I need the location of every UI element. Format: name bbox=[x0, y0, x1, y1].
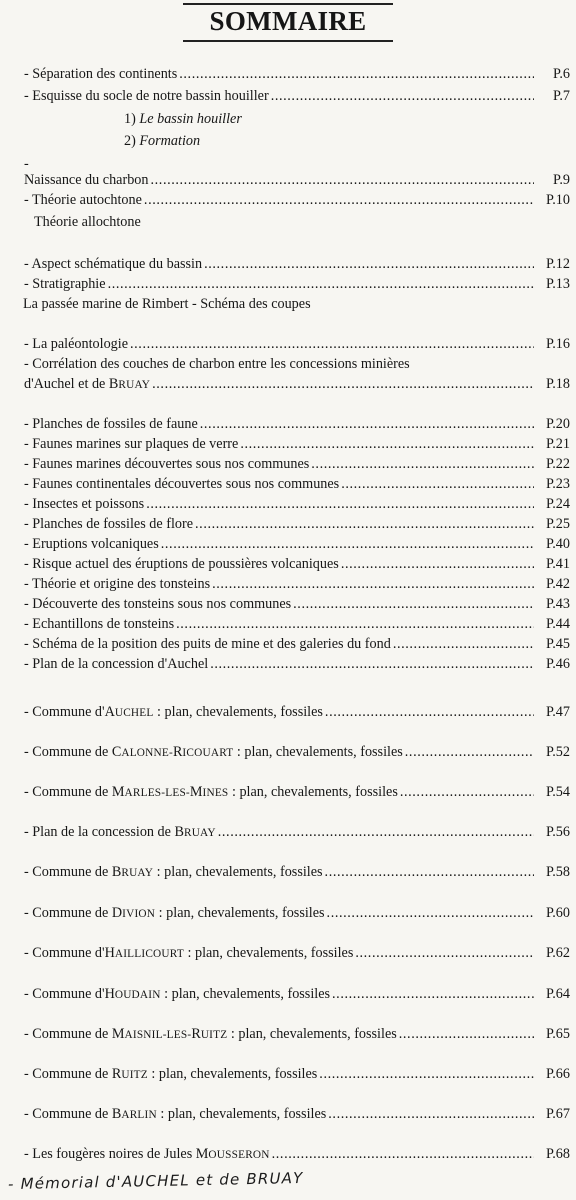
toc-entry-page: P.25 bbox=[545, 516, 570, 532]
top-rule bbox=[183, 3, 393, 5]
toc-entry-page: P.60 bbox=[545, 905, 570, 921]
dot-leader bbox=[108, 276, 534, 293]
toc-entry-page: P.18 bbox=[545, 376, 570, 392]
toc-entry bbox=[24, 496, 570, 513]
toc-entry-page: P.67 bbox=[545, 1106, 570, 1122]
toc-entry-page: P.10 bbox=[545, 192, 570, 208]
toc-entry bbox=[24, 576, 570, 593]
dot-leader bbox=[311, 456, 534, 473]
dot-leader bbox=[319, 1066, 534, 1083]
dot-leader bbox=[240, 436, 534, 453]
toc-entry-page: P.43 bbox=[545, 596, 570, 612]
toc-entry-title: d'Auchel et de BRUAY bbox=[24, 376, 151, 392]
toc-entry bbox=[24, 784, 570, 801]
toc-entry-page: P.9 bbox=[553, 172, 570, 188]
toc-entry bbox=[24, 416, 570, 433]
toc-continuation: La passée marine de Rimbert - Schéma des coupes bbox=[23, 296, 311, 312]
toc-entry-title: Naissance du charbon bbox=[24, 172, 149, 188]
dot-leader bbox=[218, 824, 534, 841]
toc-entry-title: - Planches de fossiles de flore bbox=[24, 516, 194, 532]
toc-entry bbox=[24, 88, 570, 105]
toc-entry-page: P.52 bbox=[545, 744, 570, 760]
toc-entry-page: P.12 bbox=[545, 256, 570, 272]
toc-entry bbox=[24, 66, 570, 83]
toc-subentry bbox=[124, 111, 242, 128]
handwritten-note: - Mémorial d'AUCHEL et de BRUAY bbox=[7, 1168, 304, 1194]
toc-entry-title: - Séparation des continents bbox=[24, 66, 178, 82]
toc-entry-page: P.68 bbox=[545, 1146, 570, 1162]
dot-leader bbox=[399, 1026, 534, 1043]
title-underline bbox=[183, 40, 393, 42]
dot-leader bbox=[393, 636, 534, 653]
toc-entry-title: - Corrélation des couches de charbon entre les concessions minières bbox=[24, 356, 410, 372]
toc-entry-title: - Théorie autochtone bbox=[24, 192, 142, 208]
toc-entry bbox=[24, 636, 570, 653]
toc-entry-title: - Commune de BARLIN : plan, chevalements, fossiles bbox=[24, 1106, 327, 1122]
toc-entry-page: P.42 bbox=[545, 576, 570, 592]
toc-entry bbox=[24, 436, 570, 453]
dot-leader bbox=[405, 744, 534, 761]
toc-entry bbox=[24, 172, 570, 189]
dot-leader bbox=[176, 616, 534, 633]
dot-leader bbox=[271, 88, 534, 105]
toc-entry-page: P.66 bbox=[545, 1066, 570, 1082]
toc-entry-title: - Commune d'HAILLICOURT : plan, chevalements, fossiles bbox=[24, 945, 354, 961]
subentry-title: Le bassin houiller bbox=[139, 111, 242, 127]
toc-entry-page: P.21 bbox=[545, 436, 570, 452]
toc-entry-page: P.44 bbox=[545, 616, 570, 632]
toc-entry bbox=[24, 456, 570, 473]
toc-entry bbox=[24, 376, 570, 393]
dot-leader bbox=[161, 536, 534, 553]
toc-entry-title: - Echantillons de tonsteins bbox=[24, 616, 175, 632]
toc-entry bbox=[24, 596, 570, 613]
toc-entry-title: - Commune de MARLES-LES-MINES : plan, chevalements, fossiles bbox=[24, 784, 398, 800]
toc-entry-title: - Faunes continentales découvertes sous nos communes bbox=[24, 476, 340, 492]
toc-entry-page: P.7 bbox=[553, 88, 570, 104]
toc-entry bbox=[24, 945, 570, 962]
toc-entry-page: P.20 bbox=[545, 416, 570, 432]
dot-leader bbox=[204, 256, 534, 273]
toc-entry-page: P.64 bbox=[545, 986, 570, 1002]
toc-entry bbox=[24, 336, 570, 353]
toc-entry bbox=[24, 476, 570, 493]
dot-leader bbox=[195, 516, 534, 533]
dot-leader bbox=[293, 596, 534, 613]
toc-entry bbox=[24, 1146, 570, 1163]
toc-entry-page: P.54 bbox=[545, 784, 570, 800]
dot-leader bbox=[210, 656, 534, 673]
dot-leader bbox=[200, 416, 534, 433]
toc-entry bbox=[24, 256, 570, 273]
toc-continuation: Théorie allochtone bbox=[34, 214, 141, 230]
dot-leader bbox=[144, 192, 534, 209]
toc-entry-title: - Plan de la concession de BRUAY bbox=[24, 824, 216, 840]
toc-entry bbox=[24, 516, 570, 533]
toc-entry bbox=[24, 824, 570, 841]
toc-entry-page: P.16 bbox=[545, 336, 570, 352]
toc-entry-page: P.24 bbox=[545, 496, 570, 512]
toc-entry-title: - Faunes marines découvertes sous nos communes bbox=[24, 456, 310, 472]
toc-entry-page: P.41 bbox=[545, 556, 570, 572]
toc-entry bbox=[24, 536, 570, 553]
page-title: SOMMAIRE bbox=[209, 6, 367, 36]
toc-subentry bbox=[124, 133, 200, 150]
dot-leader bbox=[355, 945, 534, 962]
toc-entry-page: P.6 bbox=[553, 66, 570, 82]
toc-entry-page: P.22 bbox=[545, 456, 570, 472]
toc-entry-page: P.40 bbox=[545, 536, 570, 552]
toc-entry-title: - Stratigraphie bbox=[24, 276, 106, 292]
toc-entry-title: - Les fougères noires de Jules MOUSSERON bbox=[24, 1146, 270, 1162]
toc-entry-page: P.56 bbox=[545, 824, 570, 840]
toc-entry bbox=[24, 744, 570, 761]
toc-entry-page: P.62 bbox=[545, 945, 570, 961]
toc-entry-page: P.45 bbox=[545, 636, 570, 652]
toc-entry bbox=[24, 1066, 570, 1083]
dot-leader bbox=[400, 784, 534, 801]
dot-leader bbox=[325, 864, 534, 881]
toc-entry-title: - Risque actuel des éruptions de poussières volcaniques bbox=[24, 556, 339, 572]
toc-entry bbox=[24, 864, 570, 881]
toc-entry-title: - Insectes et poissons bbox=[24, 496, 145, 512]
toc-entry bbox=[24, 192, 570, 209]
subentry-title: Formation bbox=[139, 133, 201, 149]
dot-leader bbox=[146, 496, 534, 513]
toc-entry-title: - Commune de BRUAY : plan, chevalements, fossiles bbox=[24, 864, 323, 880]
dot-leader bbox=[332, 986, 534, 1003]
dot-leader bbox=[151, 172, 535, 189]
toc-entry-page: P.65 bbox=[545, 1026, 570, 1042]
dot-leader bbox=[152, 376, 534, 393]
toc-entry bbox=[24, 905, 570, 922]
toc-entry-title: - Planches de fossiles de faune bbox=[24, 416, 198, 432]
toc-entry-page: P.23 bbox=[545, 476, 570, 492]
dot-leader bbox=[328, 1106, 534, 1123]
dot-leader bbox=[212, 576, 534, 593]
toc-entry-page: P.58 bbox=[545, 864, 570, 880]
toc-entry-title: - Commune de DIVION : plan, chevalements, fossiles bbox=[24, 905, 325, 921]
toc-entry-title: - Découverte des tonsteins sous nos communes bbox=[24, 596, 292, 612]
toc-entry-title: - Esquisse du socle de notre bassin houiller bbox=[24, 88, 269, 104]
toc-entry-title: - Commune d'HOUDAIN : plan, chevalements, fossiles bbox=[24, 986, 331, 1002]
toc-entry-title: - Plan de la concession d'Auchel bbox=[24, 656, 209, 672]
toc-entry-title: - Aspect schématique du bassin bbox=[24, 256, 203, 272]
toc-entry bbox=[24, 986, 570, 1003]
toc-entry-title: - Schéma de la position des puits de mine et des galeries du fond bbox=[24, 636, 391, 652]
toc-entry-title: - Faunes marines sur plaques de verre bbox=[24, 436, 239, 452]
dot-leader bbox=[341, 556, 534, 573]
toc-entry-title: - Commune de MAISNIL-LES-RUITZ : plan, chevalements, fossiles bbox=[24, 1026, 397, 1042]
toc-entry bbox=[24, 704, 570, 721]
toc-entry-page: P.46 bbox=[545, 656, 570, 672]
toc-entry-title: - Commune de CALONNE-RICOUART : plan, chevalements, fossiles bbox=[24, 744, 403, 760]
toc-entry bbox=[24, 276, 570, 293]
toc-entry bbox=[24, 1026, 570, 1043]
subentry-number: 2) bbox=[124, 133, 136, 149]
toc-entry bbox=[24, 656, 570, 673]
dot-leader bbox=[327, 905, 534, 922]
toc-entry bbox=[24, 616, 570, 633]
toc-entry-title: - Commune de RUITZ : plan, chevalements, fossiles bbox=[24, 1066, 318, 1082]
toc-entry-page: P.47 bbox=[545, 704, 570, 720]
toc-entry-page: P.13 bbox=[545, 276, 570, 292]
toc-entry-title: - La paléontologie bbox=[24, 336, 129, 352]
dot-leader bbox=[341, 476, 534, 493]
toc-entry-title: - Commune d'AUCHEL : plan, chevalements, fossiles bbox=[24, 704, 323, 720]
dot-leader bbox=[130, 336, 534, 353]
toc-dash: - bbox=[24, 156, 29, 172]
toc-entry bbox=[24, 556, 570, 573]
subentry-number: 1) bbox=[124, 111, 136, 127]
dot-leader bbox=[325, 704, 534, 721]
toc-entry-title: - Eruptions volcaniques bbox=[24, 536, 159, 552]
dot-leader bbox=[272, 1146, 534, 1163]
toc-entry bbox=[24, 1106, 570, 1123]
dot-leader bbox=[179, 66, 534, 83]
toc-entry-title: - Théorie et origine des tonsteins bbox=[24, 576, 211, 592]
